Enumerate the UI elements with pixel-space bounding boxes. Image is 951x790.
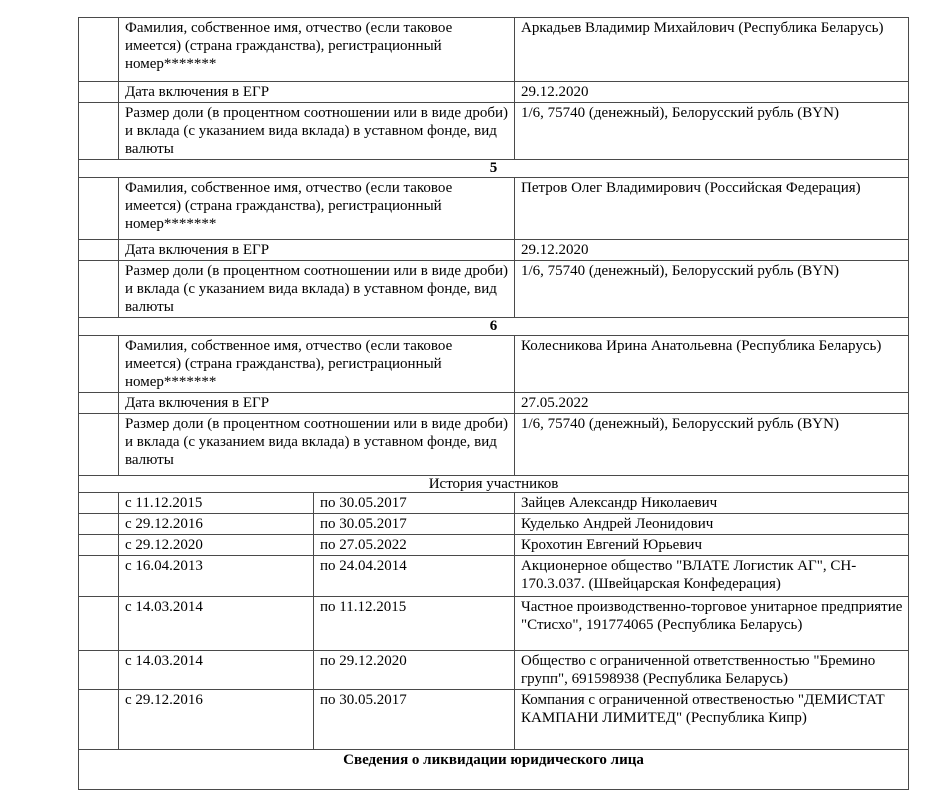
history-participant-name: Частное производственно-торговое унитарное предприятие "Стисхо", 191774065 (Республика Беларусь) [515,597,909,651]
participant-name-value: Колесникова Ирина Анатольевна (Республика Беларусь) [515,336,909,393]
field-label-share: Размер доли (в процентном соотношении или в виде дроби) и вклада (с указанием вида вклада) в уставном фонде, вид валюты [119,261,515,318]
table-row [79,393,909,414]
section-number-row [79,160,909,178]
row-index-cell [79,414,119,476]
row-index-cell [79,336,119,393]
row-index-cell [79,690,119,750]
row-index-cell [79,535,119,556]
history-section-header-row [79,476,909,493]
history-date-to: по 30.05.2017 [314,690,515,750]
row-index-cell [79,393,119,414]
history-date-from: с 11.12.2015 [119,493,314,514]
egr-date-value: 27.05.2022 [515,393,909,414]
history-row [79,493,909,514]
row-index-cell [79,556,119,597]
table-row [79,414,909,476]
row-index-cell [79,103,119,160]
history-date-from: с 29.12.2020 [119,535,314,556]
table-row [79,261,909,318]
table-row [79,103,909,160]
history-date-to: по 11.12.2015 [314,597,515,651]
liquidation-section-header-row [79,750,909,790]
history-row [79,514,909,535]
field-label-egr-date: Дата включения в ЕГР [119,82,515,103]
participant-name-value: Петров Олег Владимирович (Российская Федерация) [515,178,909,240]
section-number: 5 [79,160,909,178]
table-row [79,336,909,393]
section-number-row [79,318,909,336]
row-index-cell [79,493,119,514]
history-date-to: по 27.05.2022 [314,535,515,556]
egr-date-value: 29.12.2020 [515,82,909,103]
egr-extract-table [78,17,909,790]
history-date-from: с 16.04.2013 [119,556,314,597]
history-date-to: по 29.12.2020 [314,651,515,690]
field-label-share: Размер доли (в процентном соотношении или в виде дроби) и вклада (с указанием вида вклада) в уставном фонде, вид валюты [119,103,515,160]
liquidation-section-header: Сведения о ликвидации юридического лица [79,750,909,790]
history-participant-name: Куделько Андрей Леонидович [515,514,909,535]
table-row [79,178,909,240]
row-index-cell [79,18,119,82]
egr-date-value: 29.12.2020 [515,240,909,261]
share-value: 1/6, 75740 (денежный), Белорусский рубль (BYN) [515,414,909,476]
history-row [79,556,909,597]
share-value: 1/6, 75740 (денежный), Белорусский рубль (BYN) [515,103,909,160]
table-row [79,240,909,261]
history-row [79,690,909,750]
history-row [79,651,909,690]
field-label-name: Фамилия, собственное имя, отчество (если таковое имеется) (страна гражданства), регистрационный номер******* [119,178,515,240]
field-label-share: Размер доли (в процентном соотношении или в виде дроби) и вклада (с указанием вида вклада) в уставном фонде, вид валюты [119,414,515,476]
history-date-from: с 14.03.2014 [119,651,314,690]
section-number: 6 [79,318,909,336]
row-index-cell [79,514,119,535]
share-value: 1/6, 75740 (денежный), Белорусский рубль (BYN) [515,261,909,318]
field-label-name: Фамилия, собственное имя, отчество (если таковое имеется) (страна гражданства), регистрационный номер******* [119,18,515,82]
history-row [79,535,909,556]
field-label-egr-date: Дата включения в ЕГР [119,393,515,414]
history-date-to: по 30.05.2017 [314,493,515,514]
history-participant-name: Крохотин Евгений Юрьевич [515,535,909,556]
field-label-egr-date: Дата включения в ЕГР [119,240,515,261]
history-participant-name: Общество с ограниченной ответственностью "Бремино групп", 691598938 (Республика Беларусь) [515,651,909,690]
history-section-header: История участников [79,476,909,493]
row-index-cell [79,240,119,261]
history-date-to: по 24.04.2014 [314,556,515,597]
history-row [79,597,909,651]
row-index-cell [79,597,119,651]
table-row [79,18,909,82]
row-index-cell [79,651,119,690]
history-participant-name: Компания с ограниченной отвественостью "ДЕМИСТАТ КАМПАНИ ЛИМИТЕД" (Республика Кипр) [515,690,909,750]
row-index-cell [79,261,119,318]
history-date-from: с 29.12.2016 [119,690,314,750]
row-index-cell [79,82,119,103]
table-row [79,82,909,103]
history-date-from: с 14.03.2014 [119,597,314,651]
row-index-cell [79,178,119,240]
participant-name-value: Аркадьев Владимир Михайлович (Республика Беларусь) [515,18,909,82]
history-participant-name: Акционерное общество "ВЛАТЕ Логистик АГ", CH-170.3.037. (Швейцарская Конфедерация) [515,556,909,597]
history-participant-name: Зайцев Александр Николаевич [515,493,909,514]
history-date-from: с 29.12.2016 [119,514,314,535]
field-label-name: Фамилия, собственное имя, отчество (если таковое имеется) (страна гражданства), регистрационный номер******* [119,336,515,393]
history-date-to: по 30.05.2017 [314,514,515,535]
